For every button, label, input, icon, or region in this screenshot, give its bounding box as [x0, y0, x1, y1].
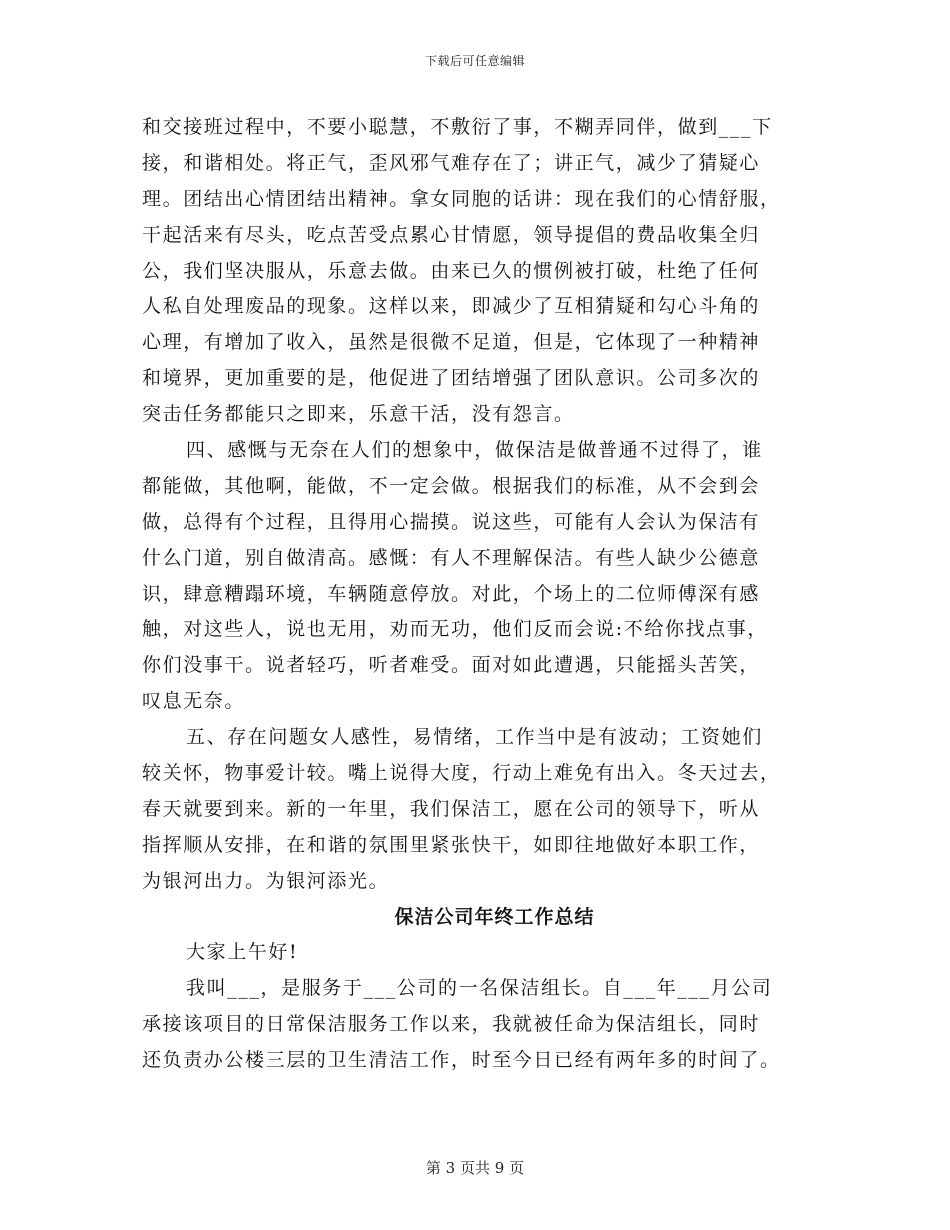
body-line: 你们没事干。说者轻巧，听者难受。面对如此遭遇，只能摇头苦笑，: [142, 654, 761, 677]
body-line: 人私自处理废品的现象。这样以来，即减少了互相猜疑和勾心斗角的: [142, 295, 761, 318]
body-line: 什么门道，别自做清高。感慨：有人不理解保洁。有些人缺少公德意: [142, 546, 761, 569]
body-line: 做，总得有个过程，且得用心揣摸。说这些，可能有人会认为保洁有: [142, 510, 761, 533]
body-line: 干起活来有尽头，吃点苦受点累心甘情愿，领导提倡的费品收集全归: [142, 223, 761, 246]
body-line: 突击任务都能只之即来，乐意干活，没有怨言。: [142, 403, 575, 426]
body-line: 识，肆意糟蹋环境，车辆随意停放。对此，个场上的二位师傅深有感: [142, 582, 761, 605]
body-line: 还负责办公楼三层的卫生清洁工作，时至今日已经有两年多的时间了。: [142, 1049, 781, 1072]
body-line: 承接该项目的日常保洁服务工作以来，我就被任命为保洁组长，同时: [142, 1013, 761, 1036]
body-line: 接，和谐相处。将正气，歪风邪气难存在了；讲正气，减少了猜疑心: [142, 151, 761, 174]
page-header: 下载后可任意编辑: [424, 54, 525, 68]
body-line: 都能做，其他啊，能做，不一定会做。根据我们的标准，从不会到会: [142, 474, 761, 497]
greeting-line: 大家上午好!: [186, 941, 299, 964]
page-footer: 第 3 页共 9 页: [425, 1159, 525, 1177]
body-line: 春天就要到来。新的一年里，我们保洁工，愿在公司的领导下，听从: [142, 797, 761, 820]
document-body: [142, 112, 807, 1081]
body-line: 心理，有增加了收入，虽然是很微不足道，但是，它体现了一种精神: [142, 331, 761, 354]
body-line: 指挥顺从安排，在和谐的氛围里紧张快干，如即往地做好本职工作，: [142, 833, 761, 856]
body-line: 叹息无奈。: [142, 690, 246, 713]
body-line: 较关怀，物事爱计较。嘴上说得大度，行动上难免有出入。冬天过去，: [142, 762, 781, 785]
body-line: 为银河出力。为银河添光。: [142, 869, 390, 892]
body-line: 理。团结出心情团结出精神。拿女同胞的话讲：现在我们的心情舒服，: [142, 187, 781, 210]
body-line: 和交接班过程中，不要小聪慧，不敷衍了事，不糊弄同伴，做到___下: [142, 116, 773, 138]
section-four-first-line: 四、感慨与无奈在人们的想象中，做保洁是做普通不过得了，谁: [186, 439, 763, 462]
section-title: 保洁公司年终工作总结: [394, 905, 595, 928]
section-five-first-line: 五、存在问题女人感性，易情绪，工作当中是有波动；工资她们: [186, 726, 763, 749]
body-line: 公，我们坚决服从，乐意去做。由来已久的惯例被打破，杜绝了任何: [142, 259, 761, 282]
body-line: 触，对这些人，说也无用，劝而无功，他们反而会说:不给你找点事，: [142, 618, 769, 641]
body-line: 和境界，更加重要的是，他促进了团结增强了团队意识。公司多次的: [142, 367, 761, 390]
intro-first-line: 我叫___，是服务于___公司的一名保洁组长。自___年___月公司: [186, 977, 773, 1000]
